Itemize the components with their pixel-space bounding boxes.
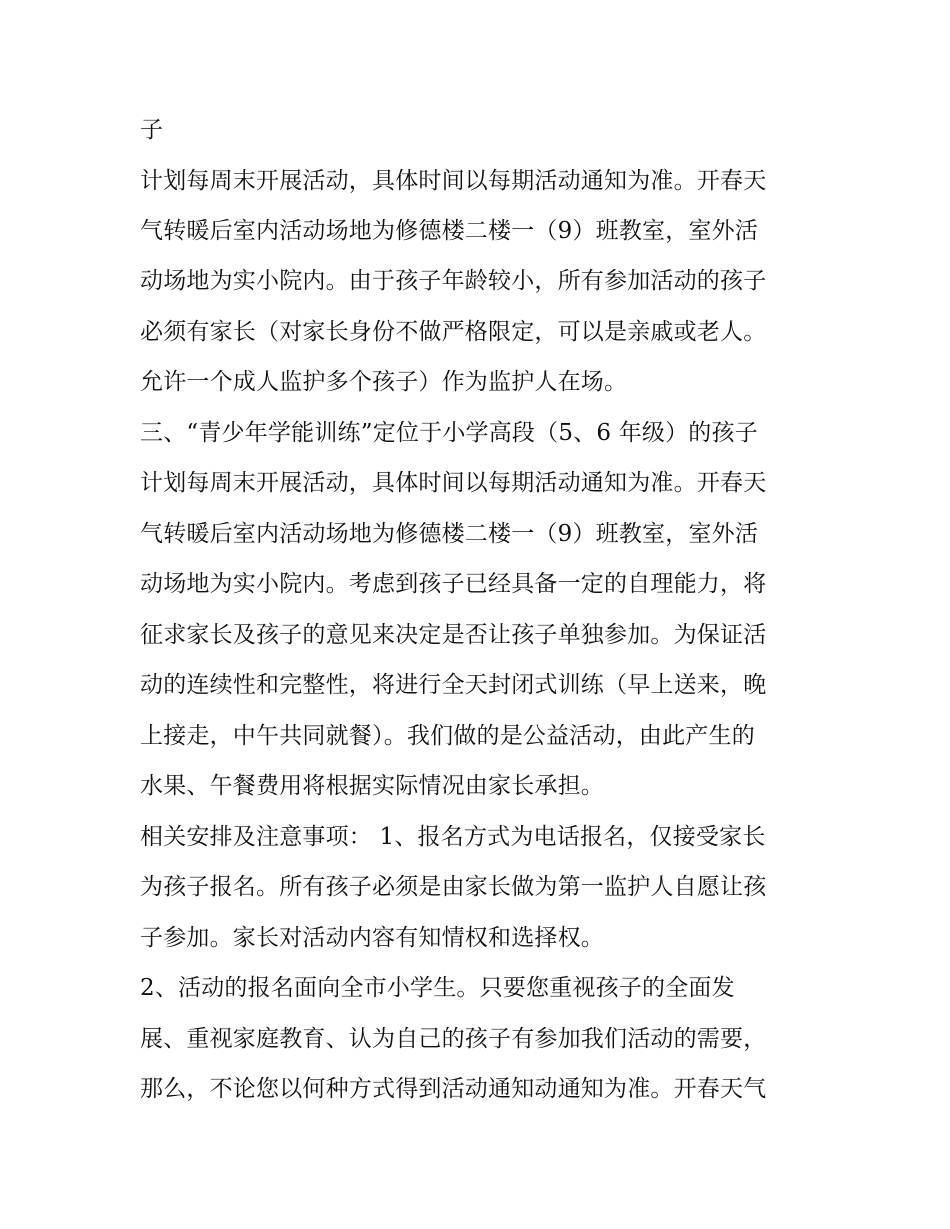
text-line: 子参加。家长对活动内容有知情权和选择权。 <box>140 925 604 951</box>
text-line: 气转暖后室内活动场地为修德楼二楼一（9）班教室，室外活 <box>140 521 759 547</box>
text-line: 动场地为实小院内。由于孩子年龄较小，所有参加活动的孩子 <box>140 268 767 294</box>
text-line: 气转暖后室内活动场地为修德楼二楼一（9）班教室，室外活 <box>140 218 759 244</box>
section-heading: 三、“青少年学能训练”定位于小学高段（5、6 年级）的孩子 <box>140 420 758 446</box>
text-line: 允许一个成人监护多个孩子）作为监护人在场。 <box>140 369 628 395</box>
text-line: 相关安排及注意事项： 1、报名方式为电话报名，仅接受家长 <box>140 824 766 850</box>
text-line: 征求家长及孩子的意见来决定是否让孩子单独参加。为保证活 <box>140 622 767 648</box>
text-line: 动的连续性和完整性，将进行全天封闭式训练（早上送来，晚 <box>140 672 767 698</box>
text-line: 计划每周末开展活动，具体时间以每期活动通知为准。开春天 <box>140 168 767 194</box>
text-line: 2、活动的报名面向全市小学生。只要您重视孩子的全面发 <box>140 975 735 1001</box>
text-line: 展、重视家庭教育、认为自己的孩子有参加我们活动的需要， <box>140 1026 767 1052</box>
text-line: 子 <box>140 117 164 143</box>
text-line: 计划每周末开展活动，具体时间以每期活动通知为准。开春天 <box>140 470 767 496</box>
text-line: 动场地为实小院内。考虑到孩子已经具备一定的自理能力，将 <box>140 571 767 597</box>
text-line: 水果、午餐费用将根据实际情况由家长承担。 <box>140 773 604 799</box>
text-line: 那么，不论您以何种方式得到活动通知动通知为准。开春天气 <box>140 1076 767 1102</box>
text-line: 上接走，中午共同就餐）。我们做的是公益活动，由此产生的 <box>140 723 755 749</box>
text-line: 必须有家长（对家长身份不做严格限定，可以是亲戚或老人。 <box>140 319 767 345</box>
text-line: 为孩子报名。所有孩子必须是由家长做为第一监护人自愿让孩 <box>140 874 767 900</box>
